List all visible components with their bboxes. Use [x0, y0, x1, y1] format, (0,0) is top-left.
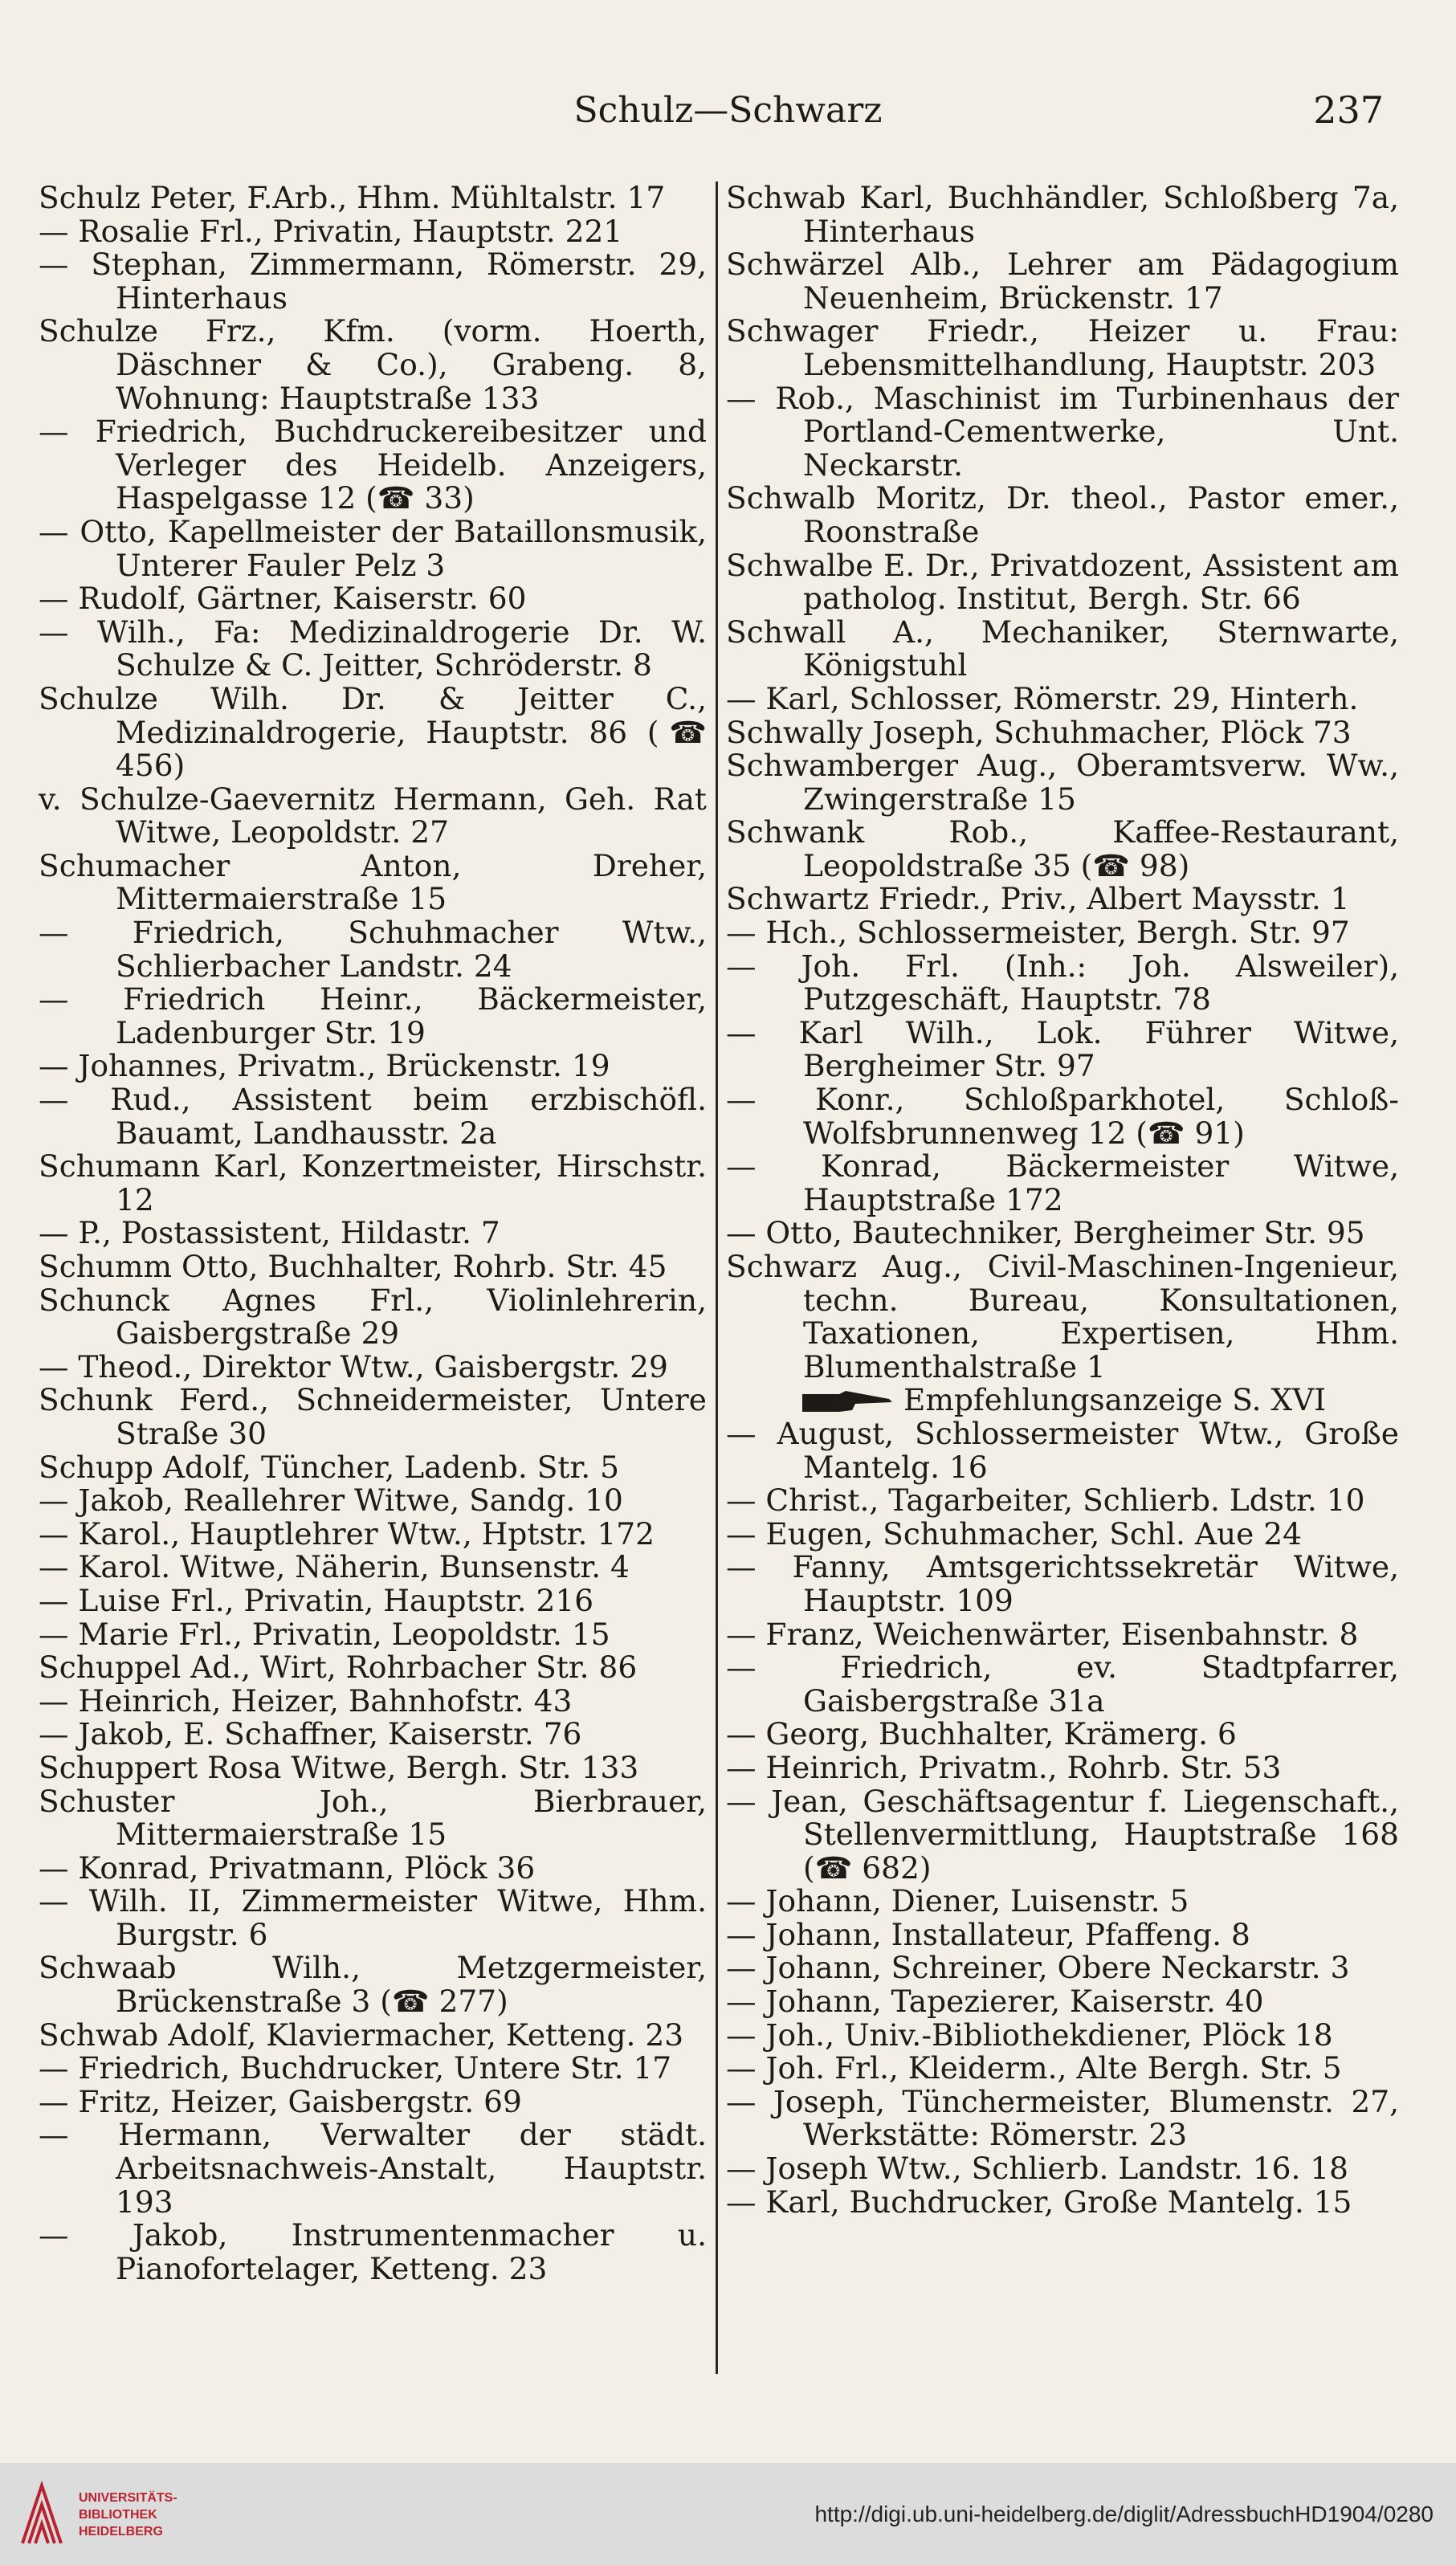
directory-entry: — Marie Frl., Privatin, Leopoldstr. 15: [39, 1616, 610, 1652]
directory-entry: — Heinrich, Heizer, Bahnhofstr. 43: [39, 1682, 573, 1719]
directory-entry: Schumann Karl, Konzertmeister, Hirschstr. 12: [39, 1148, 707, 1217]
directory-entry: — Jakob, Instrumentenmacher u. Pianofortelager, Ketteng. 23: [39, 2217, 707, 2286]
directory-entry: — Wilh. II, Zimmermeister Witwe, Hhm. Burgstr. 6: [39, 1883, 707, 1952]
right-column: [726, 181, 1399, 2219]
directory-entry: — Eugen, Schuhmacher, Schl. Aue 24: [726, 1515, 1302, 1552]
directory-entry: — Rudolf, Gärtner, Kaiserstr. 60: [39, 581, 527, 617]
directory-entry: Schwank Rob., Kaffee-Restaurant, Leopoldstraße 35 (☎ 98): [726, 814, 1399, 883]
directory-entry: — Joh. Frl., Kleiderm., Alte Bergh. Str. 5: [726, 2050, 1342, 2086]
directory-entry: Schwartz Friedr., Priv., Albert Maysstr. 1: [726, 881, 1350, 917]
left-column: [39, 181, 707, 2286]
directory-entry: — Karol., Hauptlehrer Wtw., Hptstr. 172: [39, 1515, 655, 1552]
directory-entry: — Christ., Tagarbeiter, Schlierb. Ldstr. 10: [726, 1482, 1365, 1519]
footer-bar: [0, 2463, 1456, 2565]
directory-entry: Schumm Otto, Buchhalter, Rohrb. Str. 45: [39, 1249, 667, 1284]
directory-entry: — Rob., Maschinist im Turbinenhaus der Portland-Cementwerke, Unt. Neckarstr.: [726, 380, 1399, 483]
column-divider: [716, 181, 718, 2374]
source-url-link[interactable]: http://digi.ub.uni-heidelberg.de/diglit/AdressbuchHD1904/0280: [814, 2502, 1434, 2526]
directory-entry: — Hermann, Verwalter der städt. Arbeitsnachweis-Anstalt, Hauptstr. 193: [39, 2117, 707, 2220]
library-name-line: HEIDELBERG: [79, 2525, 163, 2538]
directory-entry: Schwab Adolf, Klaviermacher, Ketteng. 23: [39, 2017, 684, 2053]
directory-entry: Schulze Wilh. Dr. & Jeitter C., Medizinaldrogerie, Hauptstr. 86 (☎ 456): [39, 680, 707, 784]
directory-entry: — Jakob, Reallehrer Witwe, Sandg. 10: [39, 1482, 623, 1519]
directory-entry: — Johann, Diener, Luisenstr. 5: [726, 1883, 1189, 1919]
directory-entry: Schulze Frz., Kfm. (vorm. Hoerth, Däschner & Co.), Grabeng. 8, Wohnung: Hauptstraße 133: [39, 313, 707, 416]
directory-entry: Schwall A., Mechaniker, Sternwarte, Königstuhl: [726, 614, 1399, 683]
directory-entry: Schwally Joseph, Schuhmacher, Plöck 73: [726, 714, 1352, 750]
library-name-line: BIBLIOTHEK: [79, 2508, 157, 2522]
directory-entry: — Konr., Schloßparkhotel, Schloß-Wolfsbrunnenweg 12 (☎ 91): [726, 1082, 1399, 1151]
directory-entry: Schumacher Anton, Dreher, Mittermaierstraße 15: [39, 847, 707, 917]
library-logo-icon: [18, 2481, 66, 2548]
directory-entry: — Joseph Wtw., Schlierb. Landstr. 16. 18: [726, 2151, 1349, 2187]
pointing-hand-icon: [799, 1388, 895, 1415]
directory-entry: — August, Schlossermeister Wtw., Große Mantelg. 16: [726, 1415, 1399, 1485]
directory-entry: — Konrad, Bäckermeister Witwe, Hauptstraße 172: [726, 1148, 1399, 1217]
directory-entry: Schwärzel Alb., Lehrer am Pädagogium Neuenheim, Brückenstr. 17: [726, 247, 1399, 316]
directory-entry: — Wilh., Fa: Medizinaldrogerie Dr. W. Schulze & C. Jeitter, Schröderstr. 8: [39, 614, 707, 683]
directory-entry: Schwab Karl, Buchhändler, Schloßberg 7a, Hinterhaus: [726, 180, 1399, 249]
directory-entry: — Jean, Geschäftsagentur f. Liegenschaft., Stellenvermittlung, Hauptstraße 168 (☎ 682): [726, 1783, 1399, 1886]
directory-entry: — Heinrich, Privatm., Rohrb. Str. 53: [726, 1749, 1282, 1785]
page-number: 237: [1313, 88, 1384, 132]
directory-entry: — Franz, Weichenwärter, Eisenbahnstr. 8: [726, 1616, 1359, 1652]
running-title: Schulz—Schwarz: [573, 90, 883, 131]
directory-entry: — Johann, Tapezierer, Kaiserstr. 40: [726, 1984, 1264, 2020]
directory-entry: — Karl Wilh., Lok. Führer Witwe, Bergheimer Str. 97: [726, 1014, 1399, 1084]
directory-entry: — Georg, Buchhalter, Krämerg. 6: [726, 1716, 1237, 1752]
directory-entry: — Joh. Frl. (Inh.: Joh. Alsweiler), Putzgeschäft, Hauptstr. 78: [726, 948, 1399, 1017]
directory-entry: Schupp Adolf, Tüncher, Ladenb. Str. 5: [39, 1449, 619, 1485]
directory-entry: — Friedrich, Schuhmacher Wtw., Schlierbacher Landstr. 24: [39, 915, 707, 984]
directory-entry: — Stephan, Zimmermann, Römerstr. 29, Hinterhaus: [39, 247, 707, 316]
directory-entry: — Otto, Kapellmeister der Bataillonsmusik, Unterer Fauler Pelz 3: [39, 513, 707, 583]
directory-entry: v. Schulze-Gaevernitz Hermann, Geh. Rat Witwe, Leopoldstr. 27: [39, 781, 707, 850]
directory-entry: — Luise Frl., Privatin, Hauptstr. 216: [39, 1582, 594, 1618]
directory-entry: — P., Postassistent, Hildastr. 7: [39, 1215, 500, 1251]
directory-entry: — Johann, Schreiner, Obere Neckarstr. 3: [726, 1950, 1350, 1986]
directory-entry: — Friedrich, Buchdrucker, Untere Str. 17: [39, 2050, 672, 2086]
directory-entry: — Jakob, E. Schaffner, Kaiserstr. 76: [39, 1716, 582, 1752]
directory-entry: — Joh., Univ.-Bibliothekdiener, Plöck 18: [726, 2017, 1333, 2053]
directory-entry: — Johannes, Privatm., Brückenstr. 19: [39, 1048, 610, 1084]
directory-entry: — Joseph, Tünchermeister, Blumenstr. 27, Werkstätte: Römerstr. 23: [726, 2083, 1399, 2153]
library-name: [79, 2490, 177, 2540]
directory-entry: — Karl, Buchdrucker, Große Mantelg. 15: [726, 2184, 1352, 2220]
directory-entry: Schulz Peter, F.Arb., Hhm. Mühltalstr. 17: [39, 180, 666, 215]
directory-entry: — Rud., Assistent beim erzbischöfl. Bauamt, Landhausstr. 2a: [39, 1082, 707, 1151]
directory-entry: Schunk Ferd., Schneidermeister, Untere Straße 30: [39, 1382, 707, 1451]
directory-entry: — Konrad, Privatmann, Plöck 36: [39, 1849, 536, 1886]
directory-entry: Schwamberger Aug., Oberamtsverw. Ww., Zwingerstraße 15: [726, 748, 1399, 817]
directory-entry: — Friedrich, Buchdruckereibesitzer und Verleger des Heidelb. Anzeigers, Haspelgasse 12 (☎ 33): [39, 414, 707, 516]
directory-entry: — Hch., Schlossermeister, Bergh. Str. 97: [726, 915, 1350, 951]
page-header: [40, 87, 1416, 143]
directory-entry: — Friedrich Heinr., Bäckermeister, Ladenburger Str. 19: [39, 981, 707, 1050]
directory-entry: — Karol. Witwe, Näherin, Bunsenstr. 4: [39, 1549, 630, 1585]
directory-entry: — Fritz, Heizer, Gaisbergstr. 69: [39, 2083, 522, 2119]
directory-entry: — Fanny, Amtsgerichtssekretär Witwe, Hauptstr. 109: [726, 1549, 1399, 1618]
directory-entry: Schwalbe E. Dr., Privatdozent, Assistent am patholog. Institut, Bergh. Str. 66: [726, 547, 1399, 617]
advertisement-reference: Empfehlungsanzeige S. XVI: [726, 1384, 1399, 1417]
directory-entry: — Karl, Schlosser, Römerstr. 29, Hinterh.: [726, 680, 1359, 716]
directory-entry: Schwager Friedr., Heizer u. Frau: Lebensmittelhandlung, Hauptstr. 203: [726, 313, 1399, 382]
directory-entry: — Theod., Direktor Wtw., Gaisbergstr. 29: [39, 1348, 668, 1384]
library-name-line: UNIVERSITÄTS-: [79, 2491, 177, 2505]
directory-entry: — Friedrich, ev. Stadtpfarrer, Gaisbergstraße 31a: [726, 1650, 1399, 1719]
directory-entry: — Otto, Bautechniker, Bergheimer Str. 95: [726, 1215, 1365, 1251]
directory-entry: — Rosalie Frl., Privatin, Hauptstr. 221: [39, 213, 623, 249]
directory-entry: — Johann, Installateur, Pfaffeng. 8: [726, 1916, 1250, 1952]
directory-entry: Schuppert Rosa Witwe, Bergh. Str. 133: [39, 1749, 639, 1785]
directory-entry: Schwalb Moritz, Dr. theol., Pastor emer., Roonstraße: [726, 480, 1399, 549]
directory-entry: Schwaab Wilh., Metzgermeister, Brückenstraße 3 (☎ 277): [39, 1950, 707, 2020]
directory-entry: Schunck Agnes Frl., Violinlehrerin, Gaisbergstraße 29: [39, 1282, 707, 1352]
directory-entry: Schuster Joh., Bierbrauer, Mittermaierstraße 15: [39, 1783, 707, 1853]
directory-entry: Schuppel Ad., Wirt, Rohrbacher Str. 86: [39, 1650, 638, 1686]
directory-entry: Schwarz Aug., Civil-Maschinen-Ingenieur, techn. Bureau, Konsultationen, Taxationen, Expertisen, Hhm. Blumenthalstraße 1: [726, 1249, 1399, 1384]
